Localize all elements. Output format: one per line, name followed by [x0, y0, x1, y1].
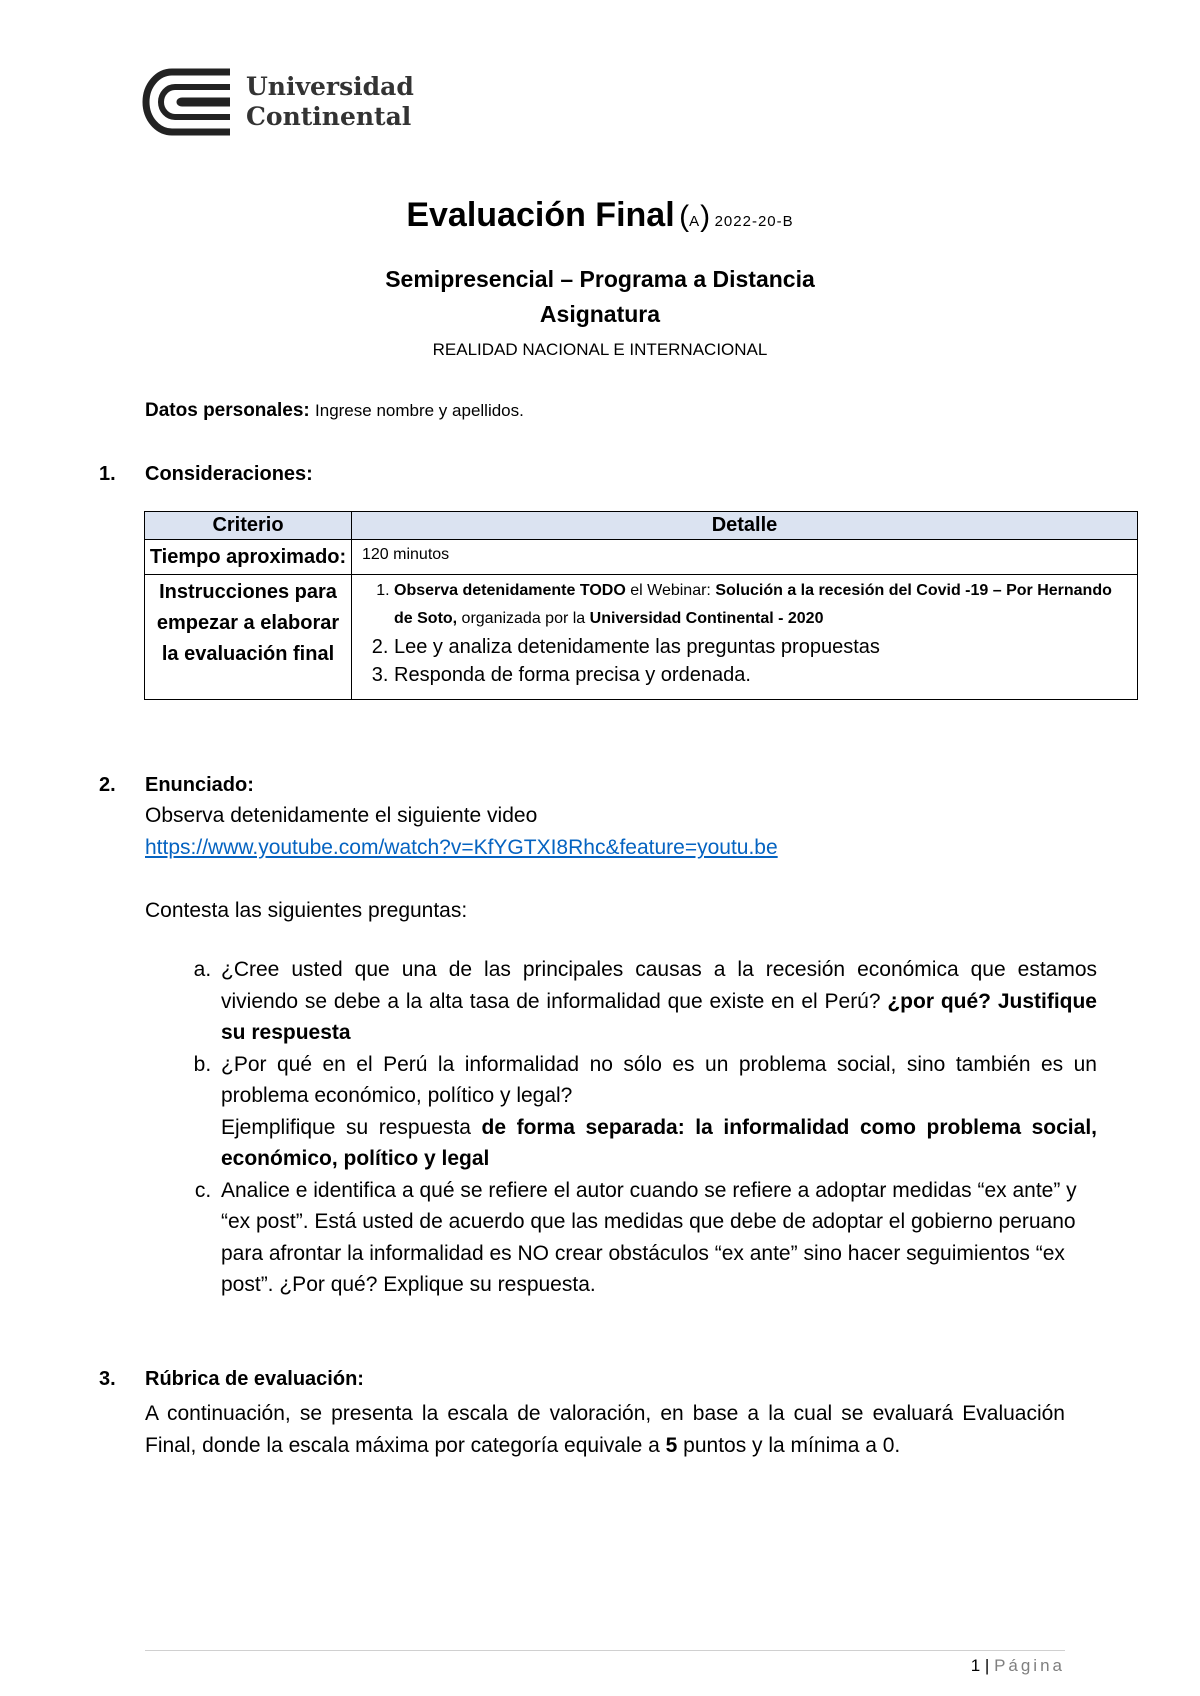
questions-intro: Contesta las siguientes preguntas: — [145, 899, 468, 922]
program-subtitle: Semipresencial – Programa a Distancia — [385, 266, 815, 292]
list-item: 1. Observa detenidamente TODO el Webinar: Solución a la recesión del Covid -19 – Por Hernando de Soto, organizada por la Universidad Continental - 2020 — [394, 577, 1127, 633]
logo-wordmark: Universidad Continental — [246, 72, 414, 131]
list-item: 3. Responda de forma precisa y ordenada. — [394, 661, 1127, 689]
table-header-detalle: Detalle — [352, 512, 1138, 540]
question-a: a. ¿Cree usted que una de las principales causas a la recesión económica que estamos viviendo se debe a la alta tasa de informalidad que existe en el Perú? ¿por qué? Justifique su respuesta — [217, 954, 1097, 1049]
criterion-value: 120 minutos — [352, 540, 1138, 575]
enunciado-text: Observa detenidamente el siguiente video — [145, 804, 538, 827]
instructions-list — [362, 577, 1127, 689]
section-heading-2: 2. Enunciado: — [99, 774, 254, 796]
personal-data: Datos personales: Ingrese nombre y apellidos. — [145, 400, 524, 421]
section-heading-1: 1. Consideraciones: — [99, 463, 313, 485]
rubric-text: A continuación, se presenta la escala de valoración, en base a la cual se evaluará Evaluación Final, donde la escala máxima por categoría equivale a 5 puntos y la mínima a 0. — [145, 1402, 1065, 1457]
page-footer: 1 | Página — [970, 1656, 1065, 1675]
list-item: 2. Lee y analiza detenidamente las preguntas propuestas — [394, 633, 1127, 661]
course-name: REALIDAD NACIONAL E INTERNACIONAL — [432, 340, 768, 359]
table-header-row — [145, 512, 1138, 540]
criterion-label: Tiempo aproximado: — [145, 540, 352, 575]
criterion-value — [352, 575, 1138, 700]
table-row — [145, 540, 1138, 575]
question-b: b. ¿Por qué en el Perú la informalidad no sólo es un problema social, sino también es un problema económico, político y legal? Ejemplifique su respuesta de forma separada: la informalidad como problema social, económico, político y legal — [217, 1049, 1097, 1175]
criteria-table — [144, 511, 1138, 700]
page-title: Evaluación Final (A) 2022-20-B — [406, 196, 794, 234]
footer-divider — [145, 1650, 1065, 1651]
table-header-criterio: Criterio — [145, 512, 352, 540]
video-link[interactable]: https://www.youtube.com/watch?v=KfYGTXI8Rhc&feature=youtu.be — [145, 836, 778, 859]
exam-code: 2022-20-B — [714, 213, 794, 230]
section-heading-3: 3. Rúbrica de evaluación: — [99, 1368, 364, 1390]
table-row — [145, 575, 1138, 700]
continental-c-icon — [142, 68, 234, 136]
criterion-label: Instrucciones para empezar a elaborar la evaluación final — [145, 575, 352, 700]
question-c: c. Analice e identifica a qué se refiere el autor cuando se refiere a adoptar medidas “ex ante” y “ex post”. Está usted de acuerdo que las medidas que debe de adoptar el gobierno peruano para afrontar la informalidad es NO crear obstáculos “ex ante” sino hacer seguimientos “ex post”. ¿Por qué? Explique su respuesta. — [217, 1175, 1097, 1301]
asignatura-label: Asignatura — [539, 301, 661, 327]
university-logo — [142, 68, 414, 136]
questions-list — [183, 954, 1097, 1301]
